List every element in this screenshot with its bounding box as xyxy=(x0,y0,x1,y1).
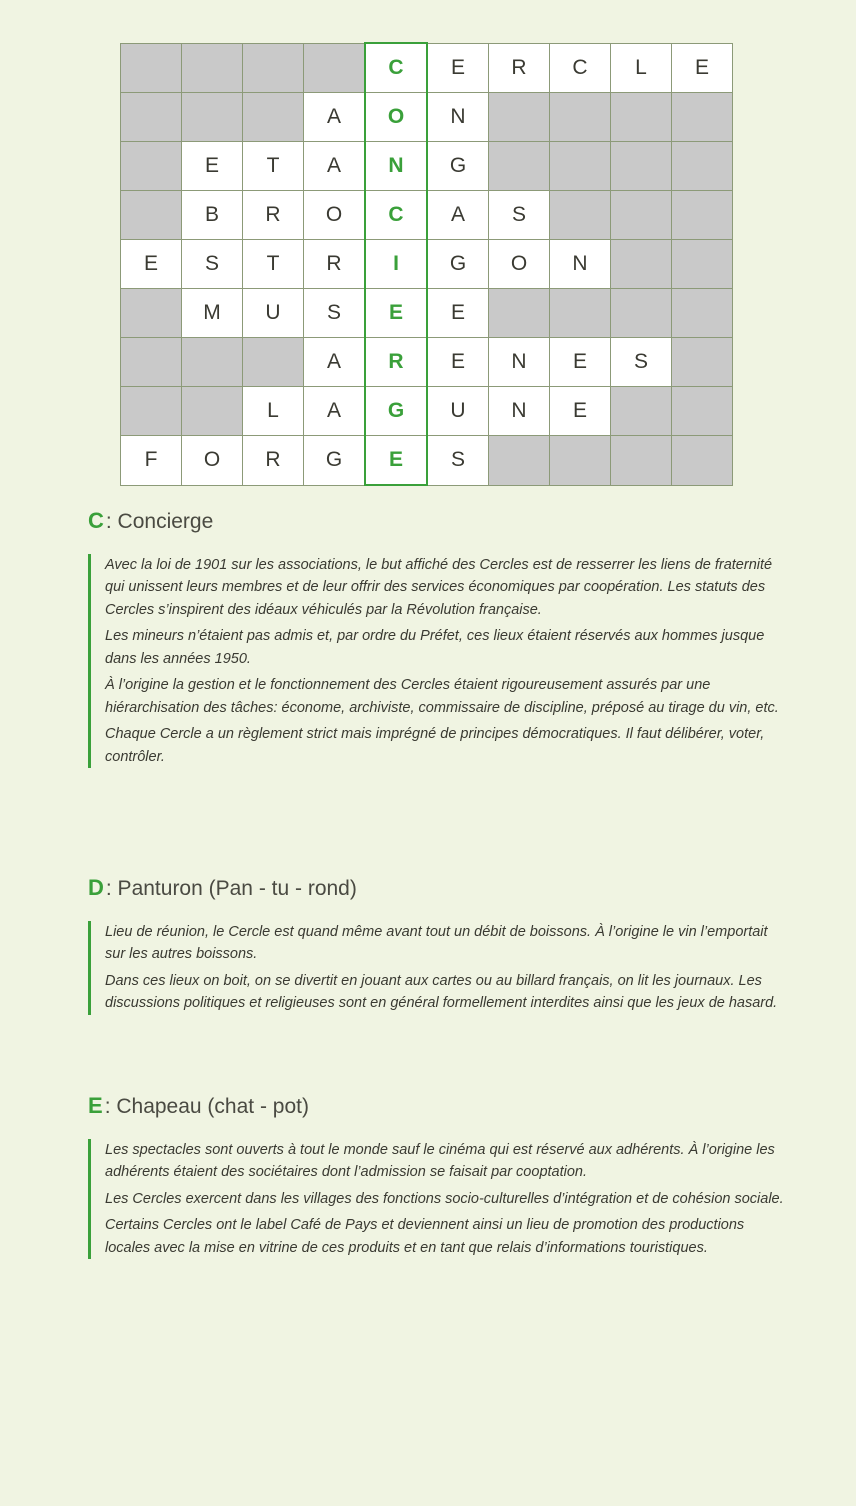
grid-cell-empty xyxy=(182,338,243,387)
clue-paragraph: Lieu de réunion, le Cercle est quand même avant tout un débit de boissons. À l’origine le vin l’emportait sur les autres boissons. xyxy=(105,924,768,963)
word-grid-row xyxy=(121,43,733,93)
grid-cell-empty xyxy=(182,93,243,142)
grid-cell: C xyxy=(365,191,427,240)
grid-cell-empty xyxy=(550,142,611,191)
grid-cell: E xyxy=(427,43,489,93)
word-grid-row xyxy=(121,436,733,486)
grid-cell-empty xyxy=(182,43,243,93)
grid-cell-empty xyxy=(121,142,182,191)
grid-cell: A xyxy=(427,191,489,240)
grid-cell: A xyxy=(304,387,366,436)
grid-cell-empty xyxy=(611,387,672,436)
grid-cell-empty xyxy=(672,93,733,142)
grid-cell: A xyxy=(304,338,366,387)
grid-cell-empty xyxy=(121,93,182,142)
grid-cell: S xyxy=(182,240,243,289)
grid-cell-empty xyxy=(550,191,611,240)
grid-cell-empty xyxy=(489,436,550,486)
word-grid-row xyxy=(121,338,733,387)
grid-cell: L xyxy=(611,43,672,93)
word-grid-row xyxy=(121,142,733,191)
grid-cell-empty xyxy=(550,289,611,338)
grid-cell: U xyxy=(427,387,489,436)
grid-cell-empty xyxy=(489,93,550,142)
clue-body xyxy=(88,921,788,1015)
grid-cell-empty xyxy=(550,93,611,142)
word-grid-row xyxy=(121,93,733,142)
grid-cell-empty xyxy=(611,191,672,240)
clue-paragraph: Chaque Cercle a un règlement strict mais imprégné de principes démocratiques. Il faut délibérer, voter, contrôler. xyxy=(105,726,765,765)
grid-cell-empty xyxy=(121,338,182,387)
grid-cell-empty xyxy=(611,436,672,486)
grid-cell: R xyxy=(243,436,304,486)
grid-cell-empty xyxy=(121,43,182,93)
clue-paragraph: À l’origine la gestion et le fonctionnement des Cercles étaient rigoureusement assurés par une hiérarchisation des tâches: économe, archiviste, commissaire de discipline, préposé au tirage du vin, etc. xyxy=(105,677,779,716)
grid-cell: R xyxy=(243,191,304,240)
grid-cell: E xyxy=(365,289,427,338)
word-grid-body xyxy=(121,43,733,485)
grid-cell-empty xyxy=(182,387,243,436)
grid-cell-empty xyxy=(672,191,733,240)
grid-cell: C xyxy=(365,43,427,93)
grid-cell: S xyxy=(489,191,550,240)
grid-cell: E xyxy=(121,240,182,289)
grid-cell: A xyxy=(304,142,366,191)
clue-title: : Panturon (Pan - tu - rond) xyxy=(105,877,357,900)
grid-cell-empty xyxy=(121,191,182,240)
grid-cell: E xyxy=(427,289,489,338)
clue-paragraph: Les mineurs n’étaient pas admis et, par ordre du Préfet, ces lieux étaient réservés aux hommes jusque dans les années 1950. xyxy=(105,628,765,667)
grid-cell-empty xyxy=(672,289,733,338)
grid-cell: T xyxy=(243,240,304,289)
word-grid-row xyxy=(121,240,733,289)
grid-cell: A xyxy=(304,93,366,142)
clue-body xyxy=(88,1139,788,1259)
grid-cell-empty xyxy=(304,43,366,93)
grid-cell: O xyxy=(489,240,550,289)
grid-cell: F xyxy=(121,436,182,486)
grid-cell: M xyxy=(182,289,243,338)
grid-cell: S xyxy=(427,436,489,486)
grid-cell: E xyxy=(672,43,733,93)
grid-cell: G xyxy=(427,240,489,289)
word-grid-container xyxy=(120,42,733,486)
grid-cell: N xyxy=(489,387,550,436)
grid-cell: S xyxy=(611,338,672,387)
grid-cell: R xyxy=(489,43,550,93)
grid-cell-empty xyxy=(672,240,733,289)
grid-cell-empty xyxy=(611,289,672,338)
grid-cell: E xyxy=(427,338,489,387)
grid-cell: I xyxy=(365,240,427,289)
grid-cell-empty xyxy=(611,93,672,142)
word-grid-row xyxy=(121,289,733,338)
grid-cell: N xyxy=(427,93,489,142)
grid-cell: N xyxy=(365,142,427,191)
grid-cell-empty xyxy=(672,338,733,387)
clue-section-c xyxy=(88,508,788,768)
grid-cell-empty xyxy=(611,240,672,289)
grid-cell: R xyxy=(304,240,366,289)
clue-paragraph: Avec la loi de 1901 sur les associations, le but affiché des Cercles est de resserrer les liens de fraternité qui unissent leurs membres et de leur offrir des services économiques par coopération. Les statuts des Cercles s’inspirent des idéaux véhiculés par la Révolution française. xyxy=(105,557,773,618)
grid-cell: L xyxy=(243,387,304,436)
word-grid-row xyxy=(121,387,733,436)
clue-heading xyxy=(88,508,788,534)
clue-paragraph: Les spectacles sont ouverts à tout le monde sauf le cinéma qui est réservé aux adhérents. À l’origine les adhérents étaient des sociétaires dont l’admission se faisait par cooptation. xyxy=(105,1142,775,1181)
grid-cell: T xyxy=(243,142,304,191)
clue-section-d xyxy=(88,875,788,1015)
grid-cell: E xyxy=(182,142,243,191)
clue-letter: E xyxy=(88,1093,103,1118)
grid-cell: S xyxy=(304,289,366,338)
grid-cell: G xyxy=(304,436,366,486)
grid-cell-empty xyxy=(672,142,733,191)
grid-cell-empty xyxy=(489,142,550,191)
clue-heading xyxy=(88,875,788,901)
grid-cell: O xyxy=(304,191,366,240)
grid-cell: G xyxy=(427,142,489,191)
clue-letter: D xyxy=(88,875,104,900)
grid-cell: B xyxy=(182,191,243,240)
clue-title: : Concierge xyxy=(105,510,214,533)
grid-cell-empty xyxy=(672,387,733,436)
grid-cell: E xyxy=(550,338,611,387)
grid-cell: E xyxy=(365,436,427,486)
grid-cell: N xyxy=(489,338,550,387)
grid-cell-empty xyxy=(243,43,304,93)
grid-cell-empty xyxy=(243,93,304,142)
word-grid-row xyxy=(121,191,733,240)
clue-paragraph: Certains Cercles ont le label Café de Pays et deviennent ainsi un lieu de promotion des productions locales avec la mise en vitrine de ces produits et en tant que relais d’informations touristiques. xyxy=(105,1217,745,1256)
grid-cell-empty xyxy=(611,142,672,191)
clue-paragraph: Les Cercles exercent dans les villages des fonctions socio-culturelles d’intégration et de cohésion sociale. xyxy=(105,1190,784,1207)
grid-cell-empty xyxy=(121,289,182,338)
grid-cell-empty xyxy=(121,387,182,436)
grid-cell: O xyxy=(182,436,243,486)
grid-cell: U xyxy=(243,289,304,338)
word-grid xyxy=(120,42,733,486)
clue-title: : Chapeau (chat - pot) xyxy=(104,1095,309,1118)
grid-cell: N xyxy=(550,240,611,289)
grid-cell: G xyxy=(365,387,427,436)
clue-heading xyxy=(88,1093,788,1119)
grid-cell-empty xyxy=(550,436,611,486)
grid-cell: C xyxy=(550,43,611,93)
grid-cell: E xyxy=(550,387,611,436)
grid-cell-empty xyxy=(672,436,733,486)
grid-cell: R xyxy=(365,338,427,387)
grid-cell: O xyxy=(365,93,427,142)
clue-section-e xyxy=(88,1093,788,1259)
grid-cell-empty xyxy=(489,289,550,338)
clue-letter: C xyxy=(88,508,104,533)
clue-paragraph: Dans ces lieux on boit, on se divertit en jouant aux cartes ou au billard français, on lit les journaux. Les discussions politiques et religieuses sont en général formellement interdites ainsi que les jeux de hasard. xyxy=(105,972,778,1012)
clue-body xyxy=(88,554,788,768)
grid-cell-empty xyxy=(243,338,304,387)
